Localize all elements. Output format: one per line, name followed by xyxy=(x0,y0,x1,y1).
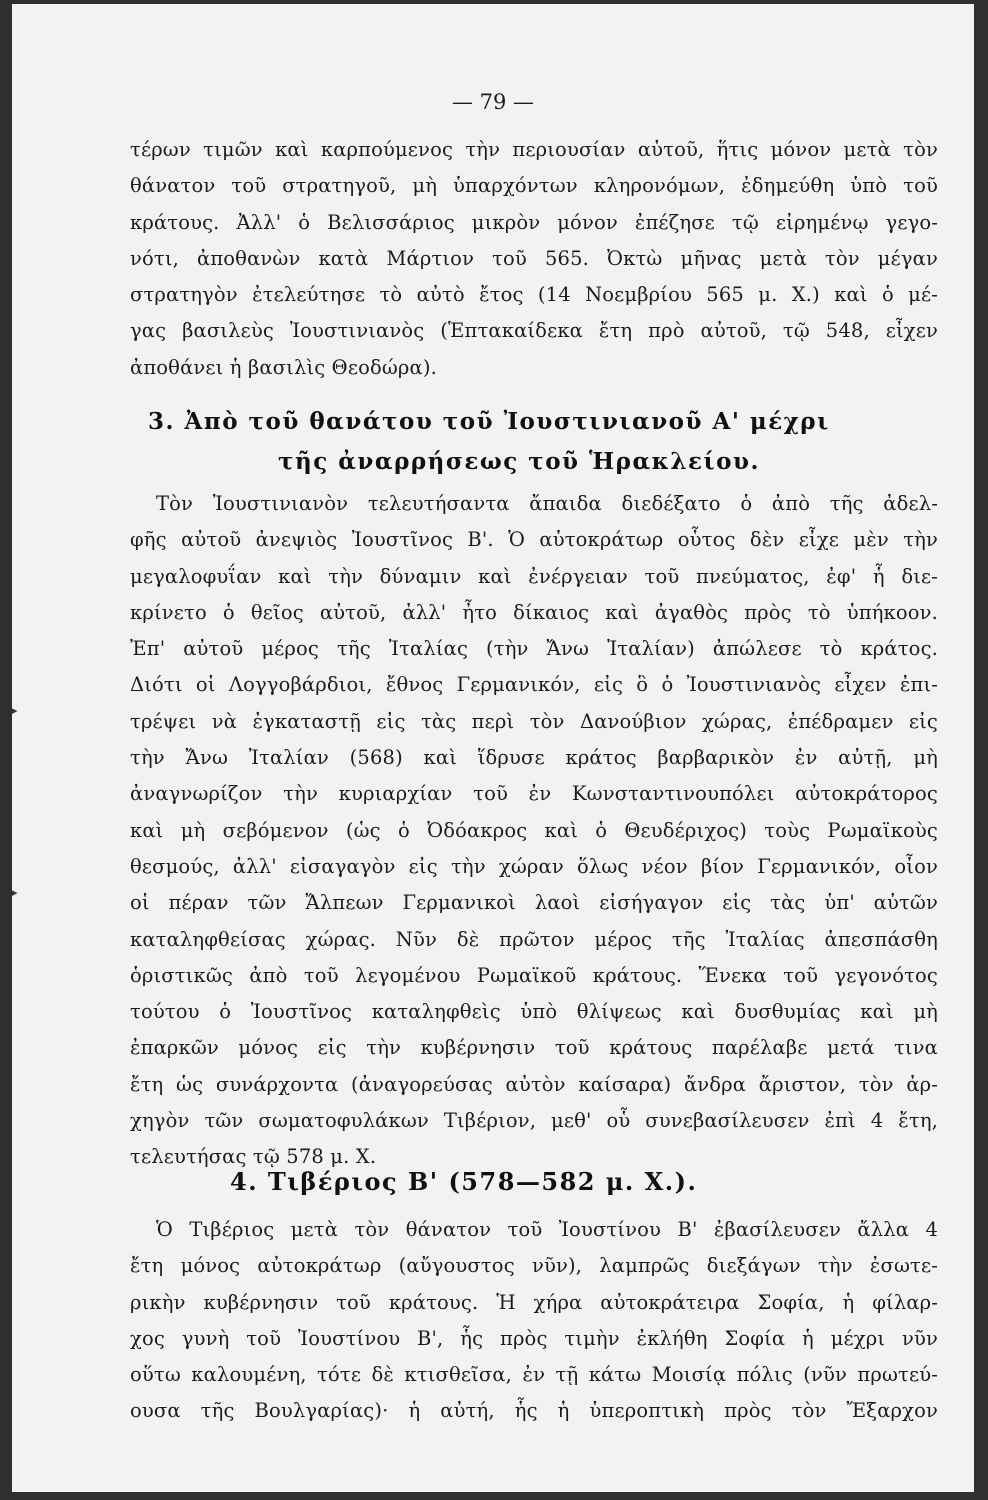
text-line: ουσα τῆς Βουλγαρίας)· ἡ αὐτή, ἧς ἡ ὑπεροπτικὴ πρὸς τὸν Ἔξαρχον xyxy=(130,1399,938,1423)
text-line: θάνατον τοῦ στρατηγοῦ, μὴ ὑπαρχόντων κληρονόμων, ἐδημεύθη ὑπὸ τοῦ xyxy=(130,174,938,198)
text-line: φῆς αὐτοῦ ἀνεψιὸς Ἰουστῖνος Β'. Ὁ αὐτοκράτωρ οὗτος δὲν εἶχε μὲν τὴν xyxy=(130,528,938,552)
text-line: μεγαλοφυΐαν καὶ τὴν δύναμιν καὶ ἐνέργειαν τοῦ πνεύματος, ἐφ' ἧ διε- xyxy=(130,564,938,588)
text-line: χος γυνὴ τοῦ Ἰουστίνου Β', ἧς πρὸς τιμὴν ἐκλήθη Σοφία ἡ μέχρι νῦν xyxy=(130,1326,938,1350)
text-line: Ἐπ' αὐτοῦ μέρος τῆς Ἰταλίας (τὴν Ἄνω Ἰταλίαν) ἀπώλεσε τὸ κράτος. xyxy=(130,637,938,661)
text-line: τούτου ὁ Ἰουστῖνος καταληφθεὶς ὑπὸ θλίψεως καὶ δυσθυμίας καὶ μὴ xyxy=(130,1000,938,1024)
text-line: Τὸν Ἰουστινιανὸν τελευτήσαντα ἄπαιδα διεδέξατο ὁ ἀπὸ τῆς ἀδελ- xyxy=(156,492,938,515)
text-line: οἱ πέραν τῶν Ἄλπεων Γερμανικοὶ λαοὶ εἰσήγαγον εἰς τὰς ὑπ' αὐτῶν xyxy=(130,891,938,915)
text-line: ὁριστικῶς ἀπὸ τοῦ λεγομένου Ρωμαϊκοῦ κράτους. Ἕνεκα τοῦ γεγονότος xyxy=(130,963,938,987)
text-line: τελευτήσας τῷ 578 μ. Χ. xyxy=(130,1145,377,1169)
text-line: καὶ μὴ σεβόμενον (ὡς ὁ Ὀδόακρος καὶ ὁ Θευδέριχος) τοὺς Ρωμαϊκοὺς xyxy=(130,818,938,842)
text-line: ἔτη μόνος αὐτοκράτωρ (αὔγουστος νῦν), λαμπρῶς διεξάγων τὴν ἐσωτε- xyxy=(130,1254,938,1278)
text-line: κρίνετο ὁ θεῖος αὐτοῦ, ἀλλ' ἦτο δίκαιος καὶ ἀγαθὸς πρὸς τὸ ὑπήκοον. xyxy=(130,600,938,624)
section-3-heading-line-1: 3. Ἀπὸ τοῦ θανάτου τοῦ Ἰουστινιανοῦ Α' μέχρι xyxy=(148,408,830,435)
text-line: χηγὸν τῶν σωματοφυλάκων Τιβέριον, μεθ' οὗ συνεβασίλευσεν ἐπὶ 4 ἔτη, xyxy=(130,1109,938,1133)
paragraph-section-2-ending xyxy=(130,132,938,386)
text-line: νότι, ἀποθανὼν κατὰ Μάρτιον τοῦ 565. Ὀκτὼ μῆνας μετὰ τὸν μέγαν xyxy=(130,246,938,270)
paragraph-section-4 xyxy=(130,1212,938,1430)
text-line: τρέψει νὰ ἐγκαταστῇ εἰς τὰς περὶ τὸν Δανούβιον χώρας, ἐπέδραμεν εἰς xyxy=(130,709,938,733)
text-line: Διότι οἱ Λογγοβάρδιοι, ἔθνος Γερμανικόν, εἰς ὃ ὁ Ἰουστινιανὸς εἶχεν ἐπι- xyxy=(130,673,938,697)
text-line: γας βασιλεὺς Ἰουστινιανὸς (Ἑπτακαίδεκα ἔτη πρὸ αὐτοῦ, τῷ 548, εἶχεν xyxy=(130,319,938,343)
section-4-heading xyxy=(130,1162,938,1202)
section-3-heading-line-2: τῆς ἀναρρήσεως τοῦ Ἡρακλείου. xyxy=(278,448,760,475)
text-line: τὴν Ἄνω Ἰταλίαν (568) καὶ ἵδρυσε κράτος βαρβαρικὸν ἐν αὐτῇ, μὴ xyxy=(130,746,938,770)
section-3-heading xyxy=(130,402,938,482)
text-line: θεσμούς, ἀλλ' εἰσαγαγὸν εἰς τὴν χώραν ὅλως νέον βίον Γερμανικόν, οἷον xyxy=(130,854,938,878)
text-line: ρικὴν κυβέρνησιν τοῦ κράτους. Ἡ χήρα αὐτοκράτειρα Σοφία, ἡ φίλαρ- xyxy=(130,1290,938,1314)
text-line: ἀποθάνει ἡ βασιλὶς Θεοδώρα). xyxy=(130,355,437,379)
text-line: ἐπαρκῶν μόνος εἰς τὴν κυβέρνησιν τοῦ κράτους παρέλαβε μετά τινα xyxy=(130,1036,938,1060)
page-number: — 79 — xyxy=(451,90,535,114)
text-line: στρατηγὸν ἐτελεύτησε τὸ αὐτὸ ἔτος (14 Νοεμβρίου 565 μ. Χ.) καὶ ὁ μέ- xyxy=(130,283,938,307)
paragraph-section-3 xyxy=(130,486,938,1176)
text-line: ἀναγνωρίζον τὴν κυριαρχίαν τοῦ ἐν Κωνσταντινουπόλει αὐτοκράτορος xyxy=(130,782,938,806)
text-line: κράτους. Ἀλλ' ὁ Βελισσάριος μικρὸν μόνον ἐπέζησε τῷ εἰρημένῳ γεγο- xyxy=(130,210,938,234)
margin-arrow-icon: ▸ xyxy=(12,886,18,899)
text-line: τέρων τιμῶν καὶ καρπούμενος τὴν περιουσίαν αὐτοῦ, ἥτις μόνον μετὰ τὸν xyxy=(130,138,938,161)
book-page xyxy=(12,4,974,1492)
section-4-heading-text: 4. Τιβέριος Β' (578—582 μ. Χ.). xyxy=(230,1167,698,1196)
text-line: οὕτω καλουμένη, τότε δὲ κτισθεῖσα, ἐν τῇ κάτω Μοισίᾳ πόλις (νῦν πρωτεύ- xyxy=(130,1363,938,1387)
text-line: καταληφθείσας χώρας. Νῦν δὲ πρῶτον μέρος τῆς Ἰταλίας ἀπεσπάσθη xyxy=(130,927,938,951)
text-line: ἔτη ὡς συνάρχοντα (ἀναγορεύσας αὐτὸν καίσαρα) ἄνδρα ἄριστον, τὸν ἀρ- xyxy=(130,1072,938,1096)
margin-arrow-icon: ▸ xyxy=(12,704,18,717)
text-line: Ὁ Τιβέριος μετὰ τὸν θάνατον τοῦ Ἰουστίνου Β' ἐβασίλευσεν ἄλλα 4 xyxy=(156,1218,938,1241)
